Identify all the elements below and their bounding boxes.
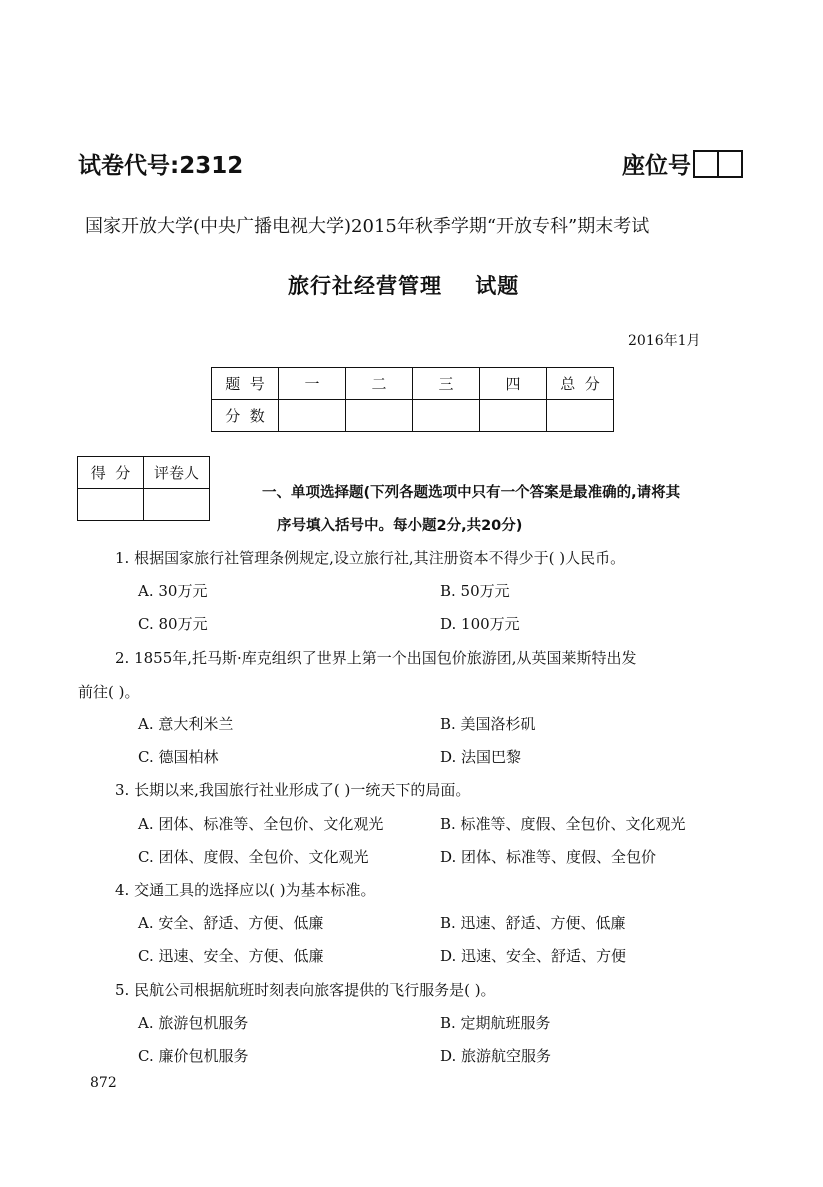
option: B. 迅速、舒适、方便、低廉 xyxy=(440,914,626,932)
option: B. 美国洛杉矶 xyxy=(440,715,536,733)
option: B. 定期航班服务 xyxy=(440,1014,551,1032)
option: C. 团体、度假、全包价、文化观光 xyxy=(138,848,369,866)
score-input-cell xyxy=(279,400,346,432)
score-table-cell: 总 分 xyxy=(547,368,614,400)
score-input-cell xyxy=(547,400,614,432)
option: A. 旅游包机服务 xyxy=(138,1014,249,1032)
option: D. 旅游航空服务 xyxy=(440,1047,552,1065)
section-heading-line-2: 序号填入括号中。每小题2分,共20分) xyxy=(277,518,523,534)
grader-table-cell: 评卷人 xyxy=(144,457,210,489)
question-stem: 3. 长期以来,我国旅行社业形成了( )一统天下的局面。 xyxy=(115,781,471,799)
option: C. 迅速、安全、方便、低廉 xyxy=(138,947,324,965)
option: C. 德国柏林 xyxy=(138,748,219,766)
option: A. 意大利米兰 xyxy=(138,715,234,733)
option: A. 团体、标准等、全包价、文化观光 xyxy=(138,815,384,833)
option: A. 安全、舒适、方便、低廉 xyxy=(138,914,324,932)
score-table-cell: 题 号 xyxy=(212,368,279,400)
exam-date: 2016年1月 xyxy=(628,333,701,349)
question-stem-continued: 前往( )。 xyxy=(78,683,140,701)
option: D. 法国巴黎 xyxy=(440,748,522,766)
score-table-cell: 二 xyxy=(346,368,413,400)
score-table-cell: 四 xyxy=(480,368,547,400)
exam-name-line: 国家开放大学(中央广播电视大学)2015年秋季学期“开放专科”期末考试 xyxy=(85,216,650,237)
seat-label: 座位号 xyxy=(622,153,691,179)
option: C. 廉价包机服务 xyxy=(138,1047,249,1065)
grader-input-cell xyxy=(144,489,210,521)
seat-box-1 xyxy=(693,150,719,178)
grader-table xyxy=(77,456,210,521)
seat-box-2 xyxy=(719,150,743,178)
score-input-cell xyxy=(413,400,480,432)
score-input-cell xyxy=(480,400,547,432)
score-table-cell: 三 xyxy=(413,368,480,400)
score-table-score-row xyxy=(212,400,614,432)
section-heading-line-1: 一、单项选择题(下列各题选项中只有一个答案是最准确的,请将其 xyxy=(262,485,681,501)
score-table-cell: 分 数 xyxy=(212,400,279,432)
option: D. 迅速、安全、舒适、方便 xyxy=(440,947,627,965)
question-stem: 1. 根据国家旅行社管理条例规定,设立旅行社,其注册资本不得少于( )人民币。 xyxy=(115,549,626,567)
score-table xyxy=(211,367,614,432)
paper-code: 试卷代号:2312 xyxy=(78,153,244,179)
exam-title: 旅行社经营管理 试题 xyxy=(288,274,520,298)
question-stem: 2. 1855年,托马斯·库克组织了世界上第一个出国包价旅游团,从英国莱斯特出发 xyxy=(115,649,637,667)
score-table-header-row xyxy=(212,368,614,400)
option: C. 80万元 xyxy=(138,615,208,633)
option: B. 标准等、度假、全包价、文化观光 xyxy=(440,815,686,833)
score-table-cell: 一 xyxy=(279,368,346,400)
question-stem: 4. 交通工具的选择应以( )为基本标准。 xyxy=(115,881,376,899)
option: A. 30万元 xyxy=(138,582,208,600)
seat-boxes xyxy=(693,150,743,178)
question-stem: 5. 民航公司根据航班时刻表向旅客提供的飞行服务是( )。 xyxy=(115,981,496,999)
option: B. 50万元 xyxy=(440,582,510,600)
seat-number-field xyxy=(622,147,743,180)
grader-input-cell xyxy=(78,489,144,521)
grader-table-cell: 得 分 xyxy=(78,457,144,489)
option: D. 团体、标准等、度假、全包价 xyxy=(440,848,657,866)
score-input-cell xyxy=(346,400,413,432)
page-number: 872 xyxy=(90,1075,117,1091)
option: D. 100万元 xyxy=(440,615,520,633)
